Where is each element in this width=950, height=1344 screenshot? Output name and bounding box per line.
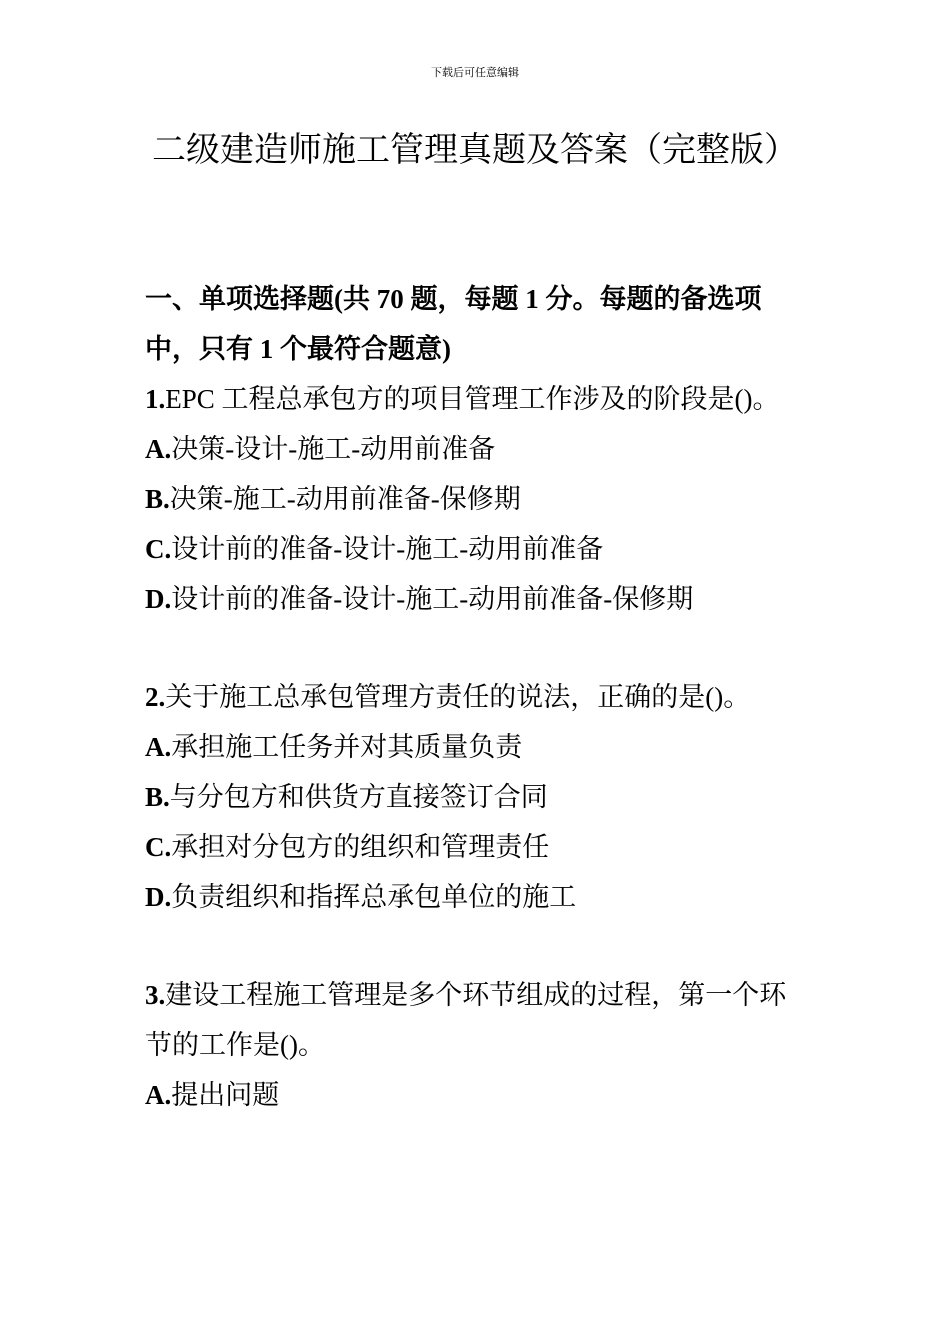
- option-letter: C.: [145, 534, 172, 564]
- document-title: 二级建造师施工管理真题及答案（完整版）: [152, 132, 798, 169]
- section-heading: 一、单项选择题(共 70 题，每题 1 分。每题的备选项中，只有 1 个最符合题意): [145, 284, 762, 364]
- option-letter: B.: [145, 782, 170, 812]
- option-letter: D.: [145, 882, 172, 912]
- question-stem: 关于施工总承包管理方责任的说法，正确的是()。: [165, 682, 751, 712]
- option-2a: [145, 722, 810, 772]
- option-text: 决策-设计-施工-动用前准备: [171, 434, 496, 464]
- option-letter: C.: [145, 832, 172, 862]
- question-1: [145, 374, 810, 424]
- option-letter: A.: [145, 434, 172, 464]
- option-1c: [145, 524, 810, 574]
- option-text: 承担对分包方的组织和管理责任: [171, 832, 550, 862]
- option-3a: [145, 1070, 810, 1120]
- option-letter: A.: [145, 1080, 172, 1110]
- option-text: 负责组织和指挥总承包单位的施工: [171, 882, 577, 912]
- question-2: [145, 672, 810, 722]
- option-text: 设计前的准备-设计-施工-动用前准备: [171, 534, 604, 564]
- option-2b: [145, 772, 810, 822]
- option-text: 承担施工任务并对其质量负责: [171, 732, 523, 762]
- spacer: [145, 922, 810, 970]
- option-1d: [145, 574, 810, 624]
- document-body: [145, 274, 810, 1120]
- spacer: [145, 624, 810, 672]
- question-stem: EPC 工程总承包方的项目管理工作涉及的阶段是()。: [165, 384, 780, 414]
- option-1b: [145, 474, 810, 524]
- option-text: 设计前的准备-设计-施工-动用前准备-保修期: [171, 584, 694, 614]
- option-2d: [145, 872, 810, 922]
- option-text: 提出问题: [171, 1080, 280, 1110]
- option-letter: B.: [145, 484, 170, 514]
- option-text: 与分包方和供货方直接签订合同: [169, 782, 548, 812]
- option-1a: [145, 424, 810, 474]
- question-stem: 建设工程施工管理是多个环节组成的过程，第一个环节的工作是()。: [145, 980, 787, 1060]
- question-number: 3.: [145, 980, 166, 1010]
- header-note: 下载后可任意编辑: [431, 66, 519, 79]
- option-2c: [145, 822, 810, 872]
- question-3: [145, 970, 810, 1070]
- question-number: 2.: [145, 682, 166, 712]
- option-letter: D.: [145, 584, 172, 614]
- option-text: 决策-施工-动用前准备-保修期: [169, 484, 521, 514]
- option-letter: A.: [145, 732, 172, 762]
- question-number: 1.: [145, 384, 166, 414]
